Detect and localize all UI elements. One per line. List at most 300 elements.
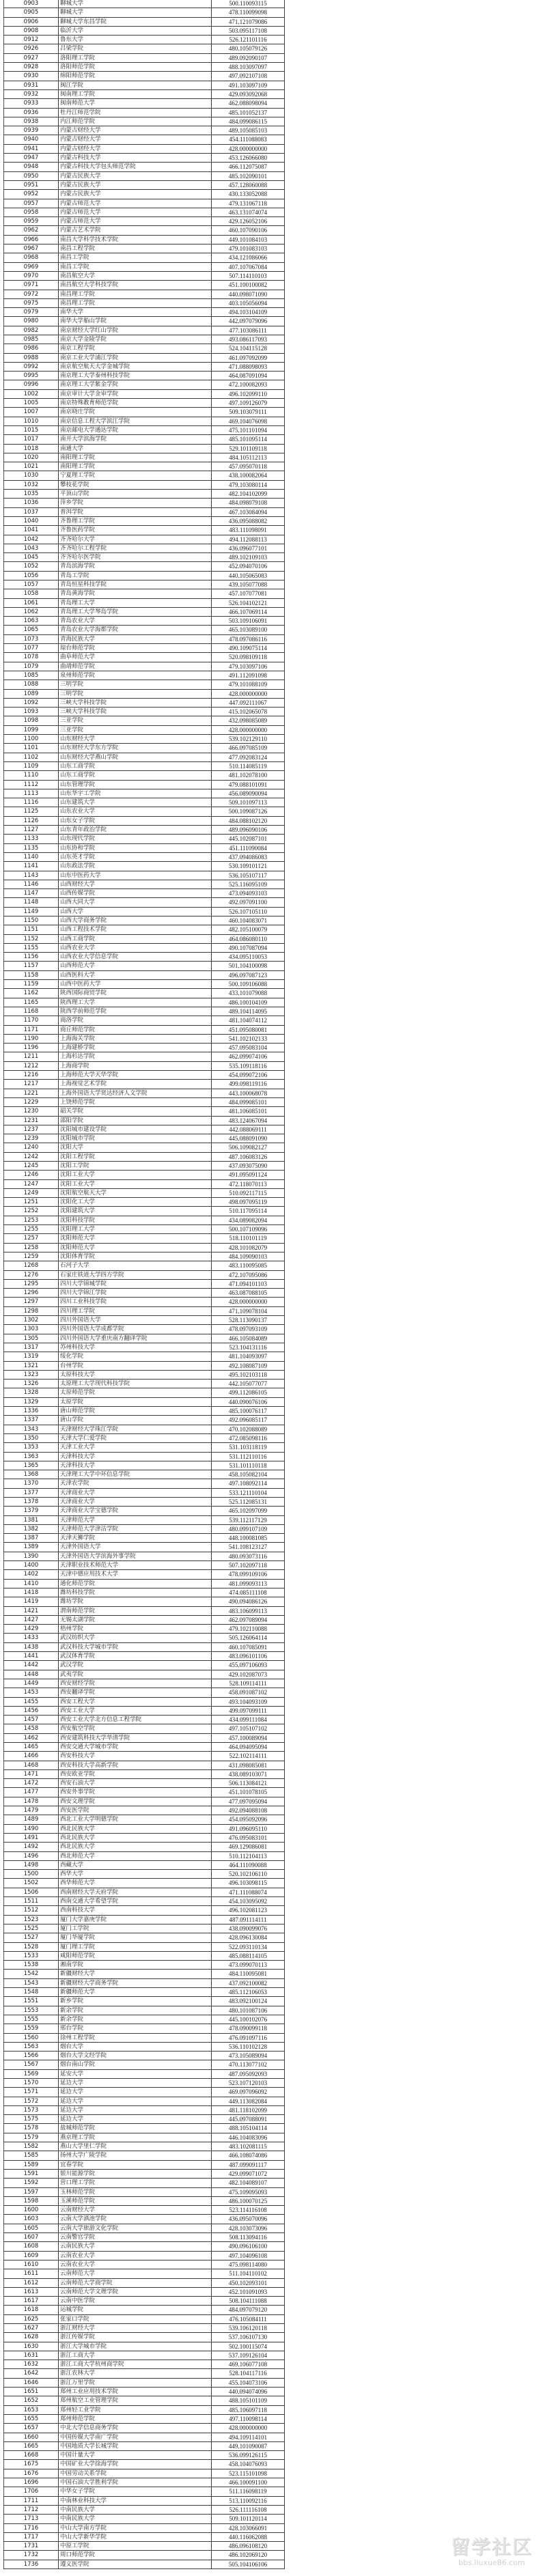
- table-row: [4, 2187, 285, 2196]
- score-cell: 457.100089094: [212, 1733, 285, 1742]
- school-name-cell: 宜春学院: [59, 2160, 212, 2169]
- score-cell: 457.095083104: [212, 1044, 285, 1052]
- school-name-cell: 西安翻译学院: [59, 1688, 212, 1697]
- school-name-cell: 西藏大学: [59, 1860, 212, 1869]
- score-cell: 477.097095094: [212, 1797, 285, 1806]
- table-row: [4, 1044, 285, 1052]
- school-name-cell: 无锡太湖学院: [59, 1615, 212, 1624]
- table-row: [4, 1997, 285, 2006]
- score-cell: 484.105112113: [212, 453, 285, 462]
- table-row: [4, 1152, 285, 1161]
- score-cell: 466.100091100: [212, 2478, 285, 2487]
- school-name-cell: 聊城大学: [59, 0, 212, 8]
- table-row: [4, 2496, 285, 2505]
- school-code-cell: 1112: [4, 780, 59, 789]
- school-name-cell: 聊城大学: [59, 8, 212, 17]
- school-code-cell: 1229: [4, 1097, 59, 1106]
- score-cell: 434.089082094: [212, 1216, 285, 1224]
- table-row: [4, 1352, 285, 1361]
- table-row: [4, 2451, 285, 2460]
- table-row: [4, 217, 285, 226]
- score-cell: 473.094093103: [212, 889, 285, 898]
- table-row: [4, 1697, 285, 1706]
- school-name-cell: 云南大学滇池学院: [59, 2215, 212, 2224]
- school-name-cell: 邵阳学院: [59, 1116, 212, 1125]
- table-row: [4, 934, 285, 943]
- school-name-cell: 商洛学院: [59, 1016, 212, 1025]
- school-code-cell: 1257: [4, 1234, 59, 1243]
- school-code-cell: 1217: [4, 1080, 59, 1089]
- school-code-cell: 1706: [4, 2487, 59, 2496]
- school-name-cell: 上海建桥学院: [59, 1044, 212, 1052]
- table-row: [4, 1779, 285, 1788]
- school-code-cell: 1020: [4, 453, 59, 462]
- school-code-cell: 1078: [4, 653, 59, 662]
- school-name-cell: 武汉体育学院: [59, 1652, 212, 1661]
- table-row: [4, 2369, 285, 2378]
- table-row: [4, 0, 285, 8]
- school-code-cell: 1632: [4, 2360, 59, 2369]
- score-cell: 536.099126115: [212, 2451, 285, 2460]
- score-cell: 445.088091090: [212, 1134, 285, 1143]
- school-name-cell: 天津中德应用技术大学: [59, 1570, 212, 1579]
- school-name-cell: 新乡学院: [59, 1997, 212, 2006]
- table-row: [4, 2487, 285, 2496]
- table-row: [4, 970, 285, 979]
- score-cell: 508.104111088: [212, 2297, 285, 2306]
- school-name-cell: 山东工商学院: [59, 761, 212, 770]
- school-name-cell: 西安建筑科技大学华清学院: [59, 1733, 212, 1742]
- school-code-cell: 0995: [4, 372, 59, 380]
- table-row: [4, 1443, 285, 1452]
- school-code-cell: 1295: [4, 1279, 59, 1288]
- score-cell: 523.115101098: [212, 2469, 285, 2478]
- table-row: [4, 308, 285, 317]
- school-code-cell: 1113: [4, 789, 59, 798]
- school-code-cell: 0912: [4, 36, 59, 44]
- table-row: [4, 1361, 285, 1370]
- school-name-cell: 青岛理工大学琴岛学院: [59, 607, 212, 616]
- school-name-cell: 南京理工大学泰州科技学院: [59, 372, 212, 380]
- table-row: [4, 2314, 285, 2323]
- table-row: [4, 2151, 285, 2160]
- score-cell: 529.101109118: [212, 444, 285, 453]
- table-row: [4, 771, 285, 780]
- score-cell: 454.099072106: [212, 1071, 285, 1080]
- school-name-cell: 内蒙古民族大学: [59, 180, 212, 189]
- score-cell: 470.102088089: [212, 1425, 285, 1433]
- school-code-cell: 1716: [4, 2523, 59, 2532]
- school-name-cell: 内蒙古师范大学: [59, 199, 212, 208]
- table-row: [4, 44, 285, 53]
- score-cell: 491.096095110: [212, 1824, 285, 1833]
- school-name-cell: 浙江传媒学院: [59, 2333, 212, 2342]
- school-name-cell: 天津财经大学珠江学院: [59, 1425, 212, 1433]
- school-name-cell: 厦门理工学院: [59, 1942, 212, 1951]
- score-cell: 539.102129110: [212, 735, 285, 744]
- school-name-cell: 太原学院: [59, 1397, 212, 1406]
- school-code-cell: 0941: [4, 144, 59, 153]
- school-code-cell: 1159: [4, 980, 59, 989]
- school-name-cell: 山东财经大学燕山学院: [59, 753, 212, 761]
- score-cell: 493.086117093: [212, 335, 285, 344]
- table-row: [4, 2115, 285, 2124]
- school-code-cell: 0986: [4, 344, 59, 353]
- score-cell: 483.124067094: [212, 1116, 285, 1125]
- school-name-cell: 青岛理工大学: [59, 598, 212, 607]
- table-row: [4, 2306, 285, 2314]
- table-row: [4, 1270, 285, 1279]
- score-cell: 434.099111084: [212, 1716, 285, 1724]
- school-name-cell: 云南师范大学: [59, 2269, 212, 2278]
- school-code-cell: 0930: [4, 72, 59, 81]
- table-row: [4, 453, 285, 462]
- table-row: [4, 1261, 285, 1270]
- school-name-cell: 泉州师范学院: [59, 671, 212, 680]
- table-row: [4, 1089, 285, 1097]
- school-name-cell: 内蒙古科技大学: [59, 154, 212, 163]
- score-cell: 466.097085109: [212, 744, 285, 753]
- school-code-cell: 1323: [4, 1370, 59, 1379]
- school-code-cell: 0982: [4, 326, 59, 335]
- score-cell: 478.097086116: [212, 634, 285, 643]
- school-code-cell: 1268: [4, 1261, 59, 1270]
- school-name-cell: 唐山师范学院: [59, 1407, 212, 1416]
- table-row: [4, 2414, 285, 2423]
- table-row: [4, 135, 285, 144]
- table-row: [4, 81, 285, 89]
- school-name-cell: 中国矿业大学徐海学院: [59, 2460, 212, 2469]
- table-row: [4, 2024, 285, 2033]
- school-code-cell: 1365: [4, 1461, 59, 1470]
- school-name-cell: 天津农学院: [59, 1479, 212, 1488]
- school-code-cell: 1326: [4, 1380, 59, 1388]
- school-name-cell: 扬州大学广陵学院: [59, 2151, 212, 2160]
- table-row: [4, 444, 285, 453]
- school-code-cell: 0969: [4, 262, 59, 271]
- table-row: [4, 480, 285, 489]
- school-code-cell: 1230: [4, 1107, 59, 1116]
- school-name-cell: 天津科技大学: [59, 1461, 212, 1470]
- table-row: [4, 1860, 285, 1869]
- table-row: [4, 1833, 285, 1842]
- school-code-cell: 0966: [4, 235, 59, 244]
- school-code-cell: 0936: [4, 108, 59, 117]
- table-row: [4, 2179, 285, 2187]
- table-row: [4, 644, 285, 653]
- score-cell: 483.102081115: [212, 2142, 285, 2151]
- score-cell: 520.102106110: [212, 1870, 285, 1879]
- score-cell: 492.094088108: [212, 1806, 285, 1815]
- school-code-cell: 1021: [4, 462, 59, 471]
- school-name-cell: 新疆财经大学: [59, 1970, 212, 1978]
- school-code-cell: 1506: [4, 1888, 59, 1896]
- table-row: [4, 2088, 285, 2097]
- table-row: [4, 1025, 285, 1034]
- school-name-cell: 三峡大学科技学院: [59, 698, 212, 707]
- school-name-cell: 浙江工商大学杭州商学院: [59, 2360, 212, 2369]
- score-cell: 498.097095119: [212, 1198, 285, 1207]
- score-cell: 497.109126079: [212, 399, 285, 408]
- table-row: [4, 1615, 285, 1624]
- table-row: [4, 2441, 285, 2450]
- table-row: [4, 372, 285, 380]
- school-name-cell: 中南民族大学: [59, 2505, 212, 2514]
- school-name-cell: 山东财经大学东方学院: [59, 744, 212, 753]
- school-name-cell: 沈阳师范大学: [59, 1243, 212, 1252]
- school-code-cell: 1579: [4, 2133, 59, 2142]
- school-name-cell: 南昌航空大学: [59, 271, 212, 280]
- school-code-cell: 1433: [4, 1634, 59, 1642]
- score-cell: 482.104102099: [212, 490, 285, 499]
- school-name-cell: 山西中医药大学: [59, 980, 212, 989]
- score-cell: 483.106099113: [212, 1606, 285, 1615]
- score-cell: 436.096077101: [212, 544, 285, 552]
- school-name-cell: 南京工程学院: [59, 344, 212, 353]
- table-row: [4, 761, 285, 770]
- table-row: [4, 617, 285, 626]
- school-name-cell: 石家庄铁道大学四方学院: [59, 1270, 212, 1279]
- school-code-cell: 1377: [4, 1488, 59, 1497]
- school-name-cell: 鲁东大学: [59, 36, 212, 44]
- school-code-cell: 1573: [4, 2105, 59, 2114]
- school-name-cell: 南京审计大学金审学院: [59, 389, 212, 398]
- school-code-cell: 1575: [4, 2115, 59, 2124]
- score-cell: 487.106083126: [212, 1152, 285, 1161]
- score-cell: 486.102069120: [212, 2551, 285, 2560]
- table-row: [4, 72, 285, 81]
- table-row: [4, 2015, 285, 2024]
- table-row: [4, 1870, 285, 1879]
- score-cell: 465.103089100: [212, 626, 285, 634]
- school-name-cell: 新疆财经大学商务学院: [59, 1978, 212, 1987]
- school-name-cell: 通化师范学院: [59, 1579, 212, 1588]
- school-code-cell: 1015: [4, 425, 59, 434]
- school-code-cell: 1471: [4, 1769, 59, 1778]
- school-name-cell: 新余学院: [59, 2006, 212, 2015]
- school-code-cell: 0903: [4, 0, 59, 8]
- school-code-cell: 1660: [4, 2433, 59, 2441]
- table-row: [4, 2342, 285, 2351]
- table-row: [4, 1080, 285, 1089]
- score-cell: 526.107105110: [212, 907, 285, 916]
- score-cell: 470.113077102: [212, 2060, 285, 2069]
- school-code-cell: 0932: [4, 89, 59, 98]
- score-cell: 457.107077081: [212, 589, 285, 598]
- school-code-cell: 1478: [4, 1797, 59, 1806]
- school-code-cell: 1239: [4, 1134, 59, 1143]
- score-cell: 475.109095093: [212, 2187, 285, 2196]
- school-name-cell: 聊城大学东昌学院: [59, 17, 212, 26]
- school-code-cell: 1156: [4, 953, 59, 962]
- school-code-cell: 0948: [4, 163, 59, 171]
- table-row: [4, 1752, 285, 1761]
- school-code-cell: 1676: [4, 2469, 59, 2478]
- score-cell: 477.092083124: [212, 753, 285, 761]
- score-cell: 455.104073106: [212, 2378, 285, 2387]
- school-name-cell: 银川能源学院: [59, 2169, 212, 2178]
- school-name-cell: 云南民族大学: [59, 2242, 212, 2251]
- table-row: [4, 798, 285, 807]
- school-code-cell: 1390: [4, 1552, 59, 1560]
- school-name-cell: 中南林业科技大学: [59, 2496, 212, 2505]
- school-code-cell: 1042: [4, 535, 59, 544]
- school-code-cell: 1523: [4, 1915, 59, 1924]
- school-code-cell: 1625: [4, 2314, 59, 2323]
- school-name-cell: 闽南师范大学: [59, 99, 212, 108]
- school-code-cell: 1045: [4, 553, 59, 562]
- score-cell: 478.097093109: [212, 1325, 285, 1334]
- score-cell: 450.102093101: [212, 2278, 285, 2287]
- table-row: [4, 190, 285, 199]
- table-row: [4, 1515, 285, 1524]
- table-row: [4, 208, 285, 216]
- school-code-cell: 1657: [4, 2424, 59, 2433]
- score-cell: 485.101052137: [212, 108, 285, 117]
- school-code-cell: 1018: [4, 444, 59, 453]
- school-name-cell: 云南师范大学商学院: [59, 2278, 212, 2287]
- school-name-cell: 内蒙古艺术学院: [59, 226, 212, 235]
- score-cell: 446.104083096: [212, 2133, 285, 2142]
- school-code-cell: 0971: [4, 281, 59, 290]
- school-code-cell: 1665: [4, 2441, 59, 2450]
- table-row: [4, 507, 285, 516]
- score-cell: 432.098085089: [212, 716, 285, 725]
- score-cell: 488.105101109: [212, 2396, 285, 2405]
- school-name-cell: 浙江万里学院: [59, 2378, 212, 2387]
- watermark-title: 留学社区: [451, 2536, 533, 2558]
- score-cell: 428.101082079: [212, 1243, 285, 1252]
- table-row: [4, 108, 285, 117]
- table-row: [4, 1116, 285, 1125]
- table-row: [4, 99, 285, 108]
- school-name-cell: 太原科技大学: [59, 1370, 212, 1379]
- score-cell: 440.090076106: [212, 1397, 285, 1406]
- school-code-cell: 1610: [4, 2260, 59, 2269]
- table-row: [4, 2424, 285, 2433]
- table-row: [4, 1942, 285, 1951]
- school-code-cell: 1363: [4, 1452, 59, 1461]
- school-code-cell: 0957: [4, 199, 59, 208]
- school-code-cell: 1125: [4, 807, 59, 816]
- school-code-cell: 1196: [4, 1044, 59, 1052]
- school-name-cell: 琼台师范学院: [59, 644, 212, 653]
- school-name-cell: 青岛农业大学海都学院: [59, 626, 212, 634]
- score-cell: 485.100076117: [212, 1407, 285, 1416]
- school-code-cell: 1052: [4, 562, 59, 571]
- school-name-cell: 南昌工程学院: [59, 244, 212, 253]
- score-cell: 428.000000000: [212, 2424, 285, 2433]
- table-row: [4, 1325, 285, 1334]
- score-cell: 430.133052088: [212, 190, 285, 199]
- table-row: [4, 535, 285, 544]
- score-cell: 481.102078100: [212, 771, 285, 780]
- table-row: [4, 163, 285, 171]
- school-code-cell: 1258: [4, 1243, 59, 1252]
- school-name-cell: 咸阳师范学院: [59, 1951, 212, 1960]
- school-code-cell: 1092: [4, 698, 59, 707]
- school-name-cell: 中华女子学院: [59, 2487, 212, 2496]
- table-row: [4, 626, 285, 634]
- table-row: [4, 1661, 285, 1670]
- score-cell: 497.104096108: [212, 2251, 285, 2260]
- school-code-cell: 0928: [4, 63, 59, 72]
- school-code-cell: 1627: [4, 2324, 59, 2333]
- school-name-cell: 西南财经大学天府学院: [59, 1888, 212, 1896]
- school-name-cell: 西安工业大学北方信息工程学院: [59, 1716, 212, 1724]
- school-name-cell: 烟台大学: [59, 2042, 212, 2051]
- school-code-cell: 1455: [4, 1697, 59, 1706]
- school-code-cell: 1116: [4, 798, 59, 807]
- school-code-cell: 1100: [4, 735, 59, 744]
- table-row: [4, 1134, 285, 1143]
- school-code-cell: 1502: [4, 1879, 59, 1888]
- table-row: [4, 117, 285, 126]
- school-name-cell: 上海外国语大学贤达经济人文学院: [59, 1089, 212, 1097]
- score-cell: 456.089090094: [212, 789, 285, 798]
- school-code-cell: 1527: [4, 1933, 59, 1942]
- school-name-cell: 天津职业技术师范大学: [59, 1561, 212, 1570]
- score-cell: 528.113090137: [212, 1316, 285, 1325]
- school-code-cell: 1252: [4, 1207, 59, 1216]
- school-code-cell: 1466: [4, 1752, 59, 1761]
- school-code-cell: 0940: [4, 135, 59, 144]
- school-name-cell: 洛阳理工学院: [59, 53, 212, 62]
- school-name-cell: 曲靖师范学院: [59, 662, 212, 671]
- school-name-cell: 三亚学院: [59, 725, 212, 734]
- school-code-cell: 1297: [4, 1298, 59, 1306]
- school-name-cell: 运城学院: [59, 2306, 212, 2314]
- score-cell: 434.121086066: [212, 253, 285, 262]
- table-row: [4, 399, 285, 408]
- school-name-cell: 南京航空航天大学金城学院: [59, 362, 212, 371]
- score-cell: 536.110102128: [212, 2042, 285, 2051]
- score-cell: 480.093073116: [212, 1552, 285, 1560]
- school-code-cell: 1133: [4, 835, 59, 843]
- score-cell: 429.102087073: [212, 1670, 285, 1679]
- table-row: [4, 26, 285, 35]
- score-cell: 460.104083071: [212, 916, 285, 925]
- school-name-cell: 南京晓庄学院: [59, 408, 212, 417]
- school-name-cell: 四川大学锦江学院: [59, 1289, 212, 1298]
- score-cell: 428.000000000: [212, 144, 285, 153]
- school-name-cell: 三峡大学科技学院: [59, 708, 212, 716]
- school-name-cell: 宁夏理工学院: [59, 471, 212, 480]
- school-name-cell: 山西大同大学: [59, 898, 212, 907]
- school-name-cell: 四川大学锦城学院: [59, 1279, 212, 1288]
- school-code-cell: 1298: [4, 1306, 59, 1315]
- score-cell: 482.104089107: [212, 2179, 285, 2187]
- school-code-cell: 0927: [4, 53, 59, 62]
- table-row: [4, 1988, 285, 1997]
- score-cell: 466.105084089: [212, 1334, 285, 1343]
- school-name-cell: 天津外国语大学: [59, 1543, 212, 1552]
- school-code-cell: 0988: [4, 353, 59, 362]
- table-row: [4, 1769, 285, 1778]
- score-cell: 525.116095109: [212, 880, 285, 888]
- score-cell: 454.111088083: [212, 135, 285, 144]
- score-cell: 474.085111108: [212, 1588, 285, 1597]
- score-cell: 469.129086081: [212, 1843, 285, 1851]
- table-row: [4, 2206, 285, 2215]
- school-name-cell: 陕西学前师范学院: [59, 1007, 212, 1016]
- school-code-cell: 1249: [4, 1188, 59, 1197]
- score-cell: 496.102081123: [212, 1906, 285, 1915]
- table-row: [4, 408, 285, 417]
- school-name-cell: 沈阳建筑大学: [59, 1207, 212, 1216]
- score-cell: 431.098085081: [212, 1761, 285, 1769]
- score-cell: 442.088069111: [212, 1125, 285, 1134]
